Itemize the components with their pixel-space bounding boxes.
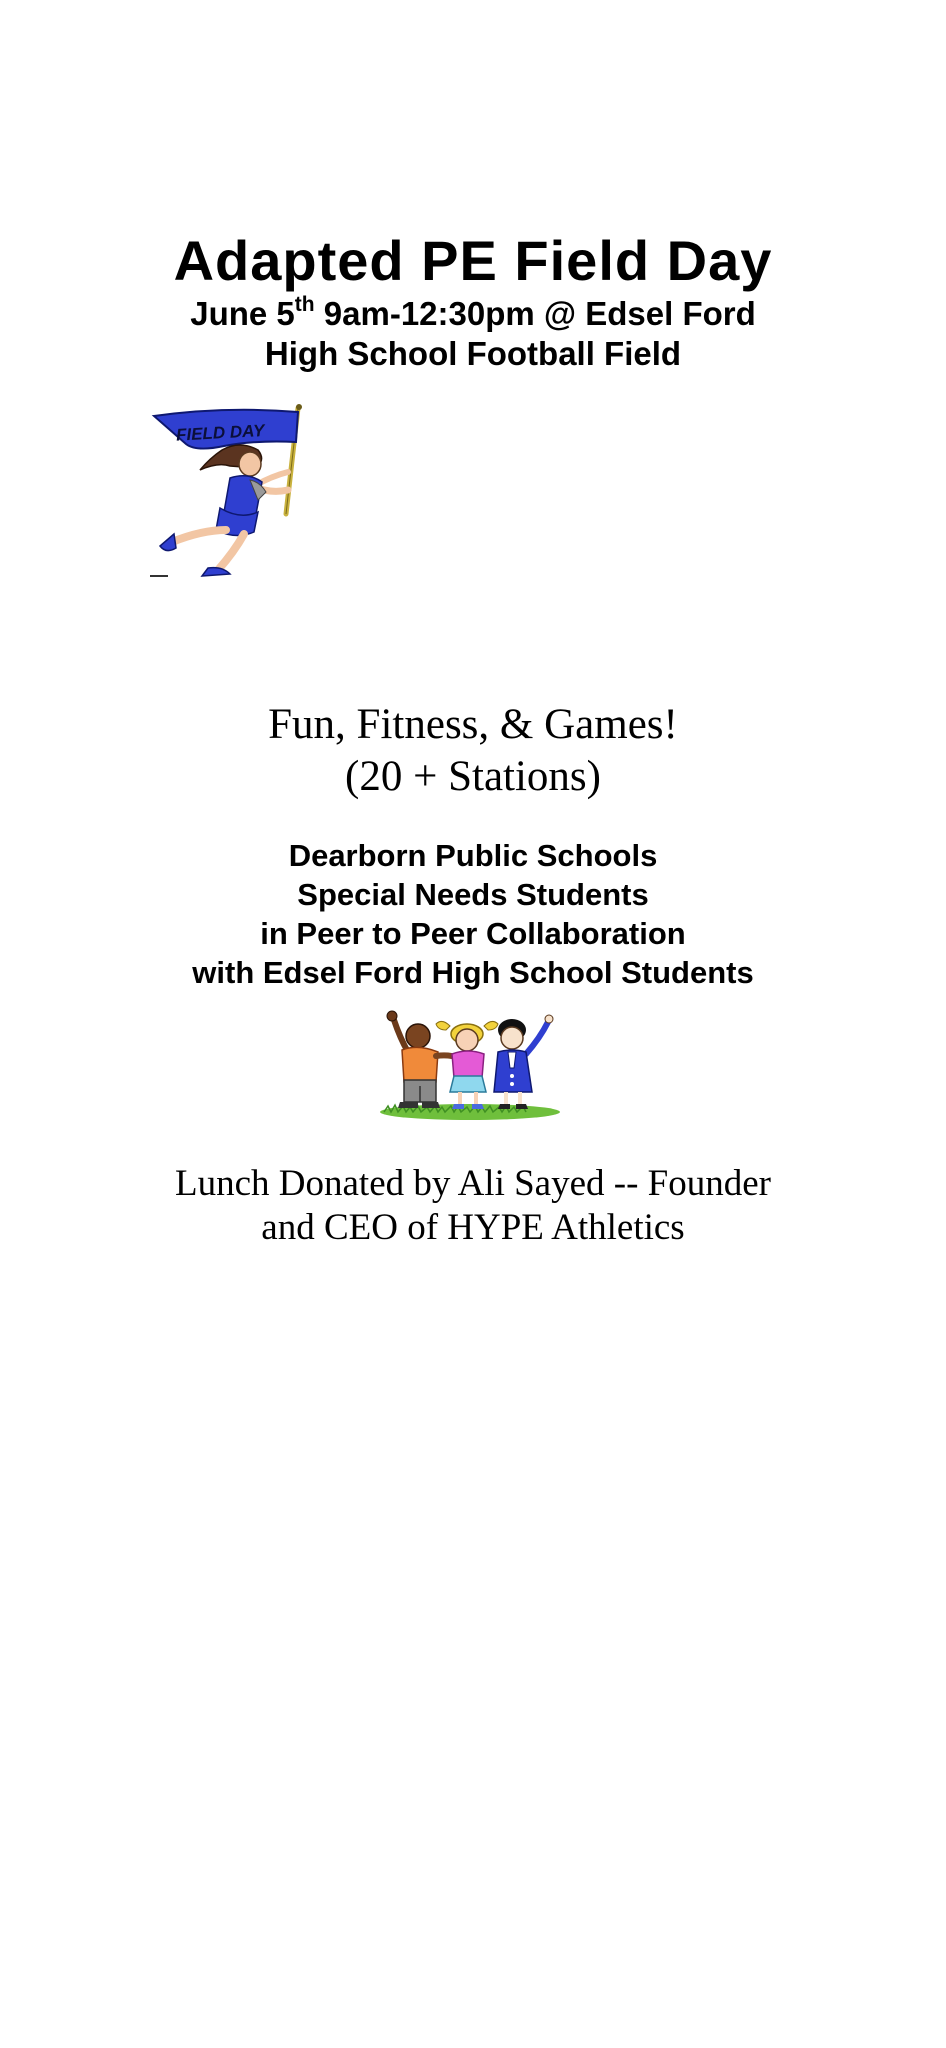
lunch-donation-line: Lunch Donated by Ali Sayed -- Founder	[175, 1163, 771, 1204]
body-line: Dearborn Public Schools	[288, 838, 658, 873]
event-date-time	[0, 294, 946, 334]
event-location: High School Football Field	[264, 335, 682, 372]
banner-text: FIELD DAY	[175, 420, 265, 445]
field-day-flag-girl-icon	[146, 402, 314, 582]
body-line: with Edsel Ford High School Students	[192, 955, 754, 990]
body-line: Special Needs Students	[297, 877, 649, 912]
tagline-stations: (20 + Stations)	[345, 753, 601, 800]
date-ordinal-suffix: th	[294, 293, 315, 316]
date-time-venue: 9am-12:30pm @ Edsel Ford	[314, 295, 756, 332]
date-prefix: June 5	[190, 295, 295, 332]
flyer-title: Adapted PE Field Day	[173, 229, 773, 292]
tagline-fun-fitness-games: Fun, Fitness, & Games!	[268, 701, 678, 748]
three-kids-icon	[374, 1008, 566, 1124]
lunch-donation-line: and CEO of HYPE Athletics	[261, 1207, 685, 1248]
body-line: in Peer to Peer Collaboration	[260, 916, 686, 951]
